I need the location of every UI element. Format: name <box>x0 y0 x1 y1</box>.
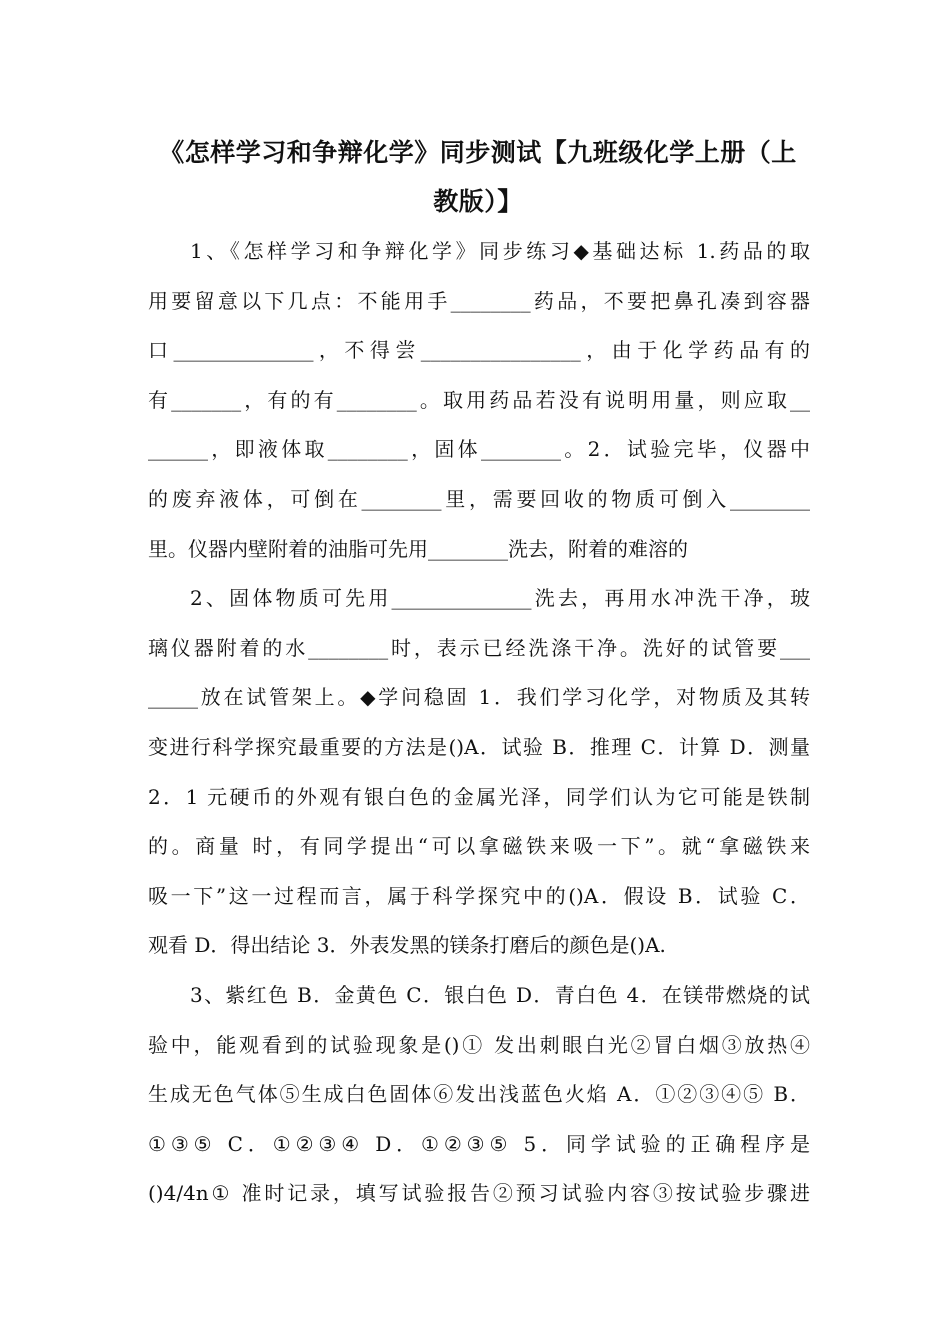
paragraph-line: 变进行科学探究最重要的方法是()A．试验 B．推理 C．计算 D．测量 <box>148 734 810 759</box>
paragraph-line: 里。仪器内壁附着的油脂可先用________洗去，附着的难溶的 <box>148 536 688 561</box>
paragraph-line: 1、《怎样学习和争辩化学》同步练习◆基础达标 1.药品的取 <box>190 239 810 263</box>
paragraph-line: 生成无色气体⑤生成白色固体⑥发出浅蓝色火焰 A．①②③④⑤ B． <box>148 1082 810 1107</box>
paragraph-line: 3、紫红色 B．金黄色 C．银白色 D．青白色 4．在镁带燃烧的试 <box>190 982 810 1007</box>
paragraph-line: 璃仪器附着的水________时，表示已经洗涤干净。洗好的试管要___ <box>148 635 810 660</box>
paragraph-line: 2．1 元硬币的外观有银白色的金属光泽，同学们认为它可能是铁制 <box>148 784 810 809</box>
title-line-2: 教版）】 <box>433 187 523 216</box>
paragraph-line: 的废弃液体，可倒在________里，需要回收的物质可倒入________ <box>148 486 810 511</box>
paragraph-line: 有_______，有的有________。取用药品若没有说明用量，则应取__ <box>148 387 810 412</box>
paragraph-line: ()4/4n① 准时记录，填写试验报告②预习试验内容③按试验步骤进 <box>148 1181 810 1206</box>
paragraph-line: ______，即液体取________，固体________。2．试验完毕，仪器中 <box>148 437 810 462</box>
paragraph-line: 验中，能观看到的试验现象是()① 发出刺眼白光②冒白烟③放热④ <box>148 1032 810 1057</box>
paragraph-line: 吸一下”这一过程而言，属于科学探究中的()A．假设 B．试验 C． <box>148 883 810 908</box>
title-line-1: 《怎样学习和争辩化学》同步测试【九班级化学上册（上 <box>159 138 797 167</box>
paragraph-line: 的。商量 时，有同学提出“可以拿磁铁来吸一下”。就“拿磁铁来 <box>148 834 810 859</box>
paragraph-line: 2、固体物质可先用______________洗去，再用水冲洗干净，玻 <box>190 586 810 611</box>
document-body <box>148 227 810 1219</box>
paragraph-line: 口______________，不得尝________________，由于化学药品有的 <box>148 338 810 363</box>
paragraph-line: 用要留意以下几点：不能用手________药品，不要把鼻孔凑到容器 <box>148 288 810 313</box>
paragraph-line: _____放在试管架上。◆学问稳固 1．我们学习化学，对物质及其转 <box>148 685 810 710</box>
document-title <box>148 128 808 226</box>
paragraph-line: ①③⑤ C．①②③④ D．①②③⑤ 5．同学试验的正确程序是 <box>148 1131 810 1156</box>
paragraph-line: 观看 D．得出结论 3．外表发黑的镁条打磨后的颜色是()A. <box>148 933 666 958</box>
